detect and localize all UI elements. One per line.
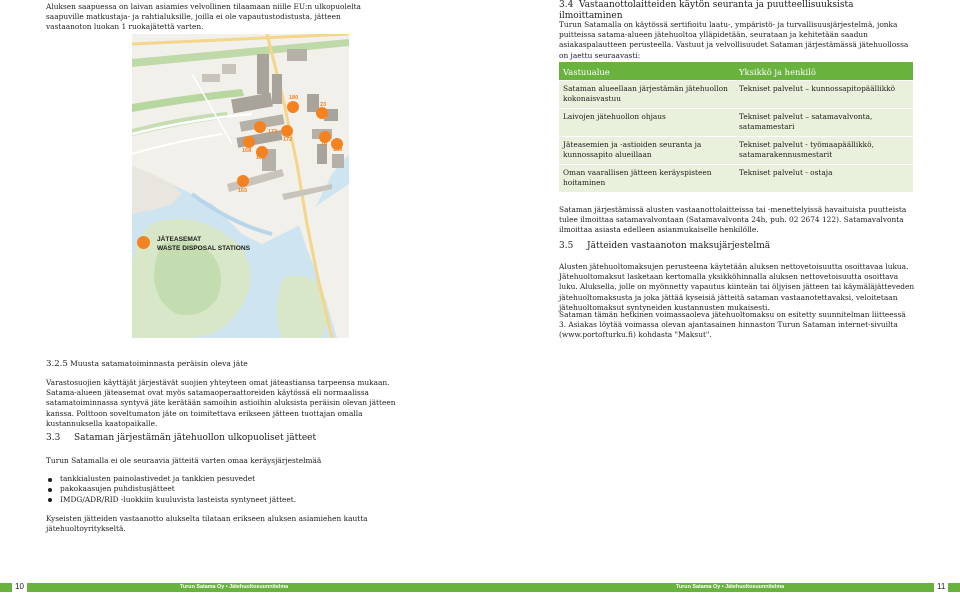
table-cell: Tekniset palvelut - ostaja [735,165,913,193]
section-35-para2: Sataman tämän hetkinen voimassaoleva jätehuoltomaksu on esitetty suunnitelman liitteessä 3. Asiakas löytää voimassa olevan ajantasainen hinnaston Turun Sataman internet-sivuilta (www.portofturku.fi) kohdasta "Maksut". [559,310,906,340]
section-34-text: Turun Satamalla on käytössä sertifioitu laatu-, ympäristö- ja turvallisuusjärjestelmä, jonka puitteissa satama-alueen jätehuoltoa ylläpidetään, seurataan ja kehitetään saadun asiakaspalautteen perusteella. Vastuut ja velvollisuudet Sataman järjestämässä jätehuollossa on jaettu seuraavasti: [559,20,909,60]
waste-station-marker[interactable] [316,107,328,119]
table-row [559,109,913,137]
legend-title-fi: JÄTEASEMAT [157,236,202,243]
section-number: 3.2.5 [46,359,68,369]
marker-label: 173 [268,129,278,135]
orange-dot-icon [137,236,150,249]
table-header-row [559,62,913,81]
section-title: Jätteiden vastaanoton maksujärjestelmä [587,241,771,251]
table-header: Vastuualue [559,62,735,81]
para-after-table: Sataman järjestämissä alusten vastaanottolaitteissa tai -menettelyissä havaituista puutteista tulee ilmoittaa satamavalvontaan (Satamavalvonta 24h, puh. 02 2674 122). Satamavalvonta ilmoittaa asiasta edelleen asianmukaiselle henkilölle. [559,205,907,235]
footer-text-right: Turun Satama Oy • Jätehuoltosuunnitelma [676,584,785,590]
table-cell: Laivojen jätehuollon ohjaus [559,109,735,137]
table-cell: Tekniset palvelut - työmaapäällikkö, satamarakennusmestarit [735,137,913,165]
list-item: IMDG/ADR/RID -luokkiin kuuluvista lasteista syntyneet jätteet. [46,495,401,505]
marker-label: 153 [333,147,343,153]
table-row [559,81,913,109]
waste-station-marker[interactable] [281,125,293,137]
list-item: tankkialusten painolastivedet ja tankkien pesuvedet [46,474,401,484]
table-cell: Sataman alueellaan järjestämän jätehuollon kokonaisvastuu [559,81,735,109]
section-title: Muusta satamatoiminnasta peräisin oleva jäte [70,359,248,368]
section-33-outro: Kyseisten jätteiden vastaanotto alukselta tilataan erikseen aluksen asiamiehen kautta jätehuoltoyritykseltä. [46,514,368,534]
marker-label: 26 [321,141,328,147]
table-cell: Oman vaarallisen jätteen keräyspisteen hoitaminen [559,165,735,193]
section-number: 3.4 [559,0,574,10]
waste-station-marker[interactable] [287,101,299,113]
section-title: Vastaanottolaitteiden käytön seuranta ja puutteellisuuksista ilmoittaminen [559,0,854,21]
waste-station-marker[interactable] [243,136,255,148]
section-title: Sataman järjestämän jätehuollon ulkopuoliset jätteet [74,433,317,443]
table-header: Yksikkö ja henkilö [735,62,913,81]
section-33-intro: Turun Satamalla ei ole seuraavia jätteitä varten omaa keräysjärjestelmää [46,456,322,465]
harbour-map [132,34,349,338]
responsibility-table [559,62,913,192]
table-row [559,137,913,165]
waste-station-marker[interactable] [254,121,266,133]
section-34-heading [559,0,919,22]
footer-text-left: Turun Satama Oy • Jätehuoltosuunnitelma [180,584,289,590]
legend-title-en: WASTE DISPOSAL STATIONS [157,245,251,252]
section-35-para1: Alusten jätehuoltomaksujen perusteena käytetään aluksen nettovetoisuutta osoittavaa lukua. Jätehuoltomaksut lasketaan kertomalla yksikköhinnalla aluksen nettovetoisuutta osoittava luku. Aluksella, jolle on myönnetty vapautus kiinteän tai öljyisen jätteen tai käymäläjätteveden jätehuoltomaksusta ja joka jättää kyseisiä jätteitä sataman vastaanotettavaksi, veloitetaan jätehuoltomaksut syntyneiden kustannusten mukaisesti. [559,262,915,312]
intro-paragraph: Aluksen saapuessa on laivan asiamies velvollinen tilaamaan niille EU:n ulkopuolelta saapuville matkustaja- ja rahtialuksille, joilla ei ole vapautustodistusta, jätteen vastaanoton luokan 1 ruokajätettä varten. [46,2,361,32]
list-item: pakokaasujen puhdistusjätteet [46,484,401,494]
section-number: 3.5 [559,241,574,251]
section-33-bullet-list [46,474,401,505]
table-row [559,165,913,193]
marker-label: 172 [283,137,293,143]
page-number-right: 11 [934,581,948,593]
table-cell: Tekniset palvelut – kunnossapitopäällikkö [735,81,913,109]
section-35-heading [559,241,915,252]
waste-station-markers [132,34,349,338]
section-number: 3.3 [46,433,61,443]
marker-label: 169 [256,155,266,161]
section-33-heading [46,433,401,444]
marker-label: 165 [238,188,248,194]
marker-label: 180 [289,95,299,101]
table-cell: Jäteasemien ja -astioiden seuranta ja kunnossapito alueillaan [559,137,735,165]
table-cell: Tekniset palvelut – satamavalvonta, satamamestari [735,109,913,137]
page-number-left: 10 [12,581,27,593]
waste-station-marker[interactable] [237,175,249,187]
section-325-text: Varastosuojien käyttäjät järjestävät suojien yhteyteen omat jäteastiansa tarpeensa mukaan. Satama-alueen jäteasemat ovat myös satamaoperaattoreiden käytössä eli normaalissa satamatoiminnassa syntyvä jäte kerätään samoihin astioihin aluksista peräisin olevan jätteen kanssa. Polttoon soveltumaton jäte on toimitettava erikseen jätteen tuottajan omalla kustannuksella kaatopaikalle. [46,378,396,428]
marker-label: 23 [320,102,327,108]
section-325-heading [46,358,376,370]
marker-label: 168 [242,148,252,154]
